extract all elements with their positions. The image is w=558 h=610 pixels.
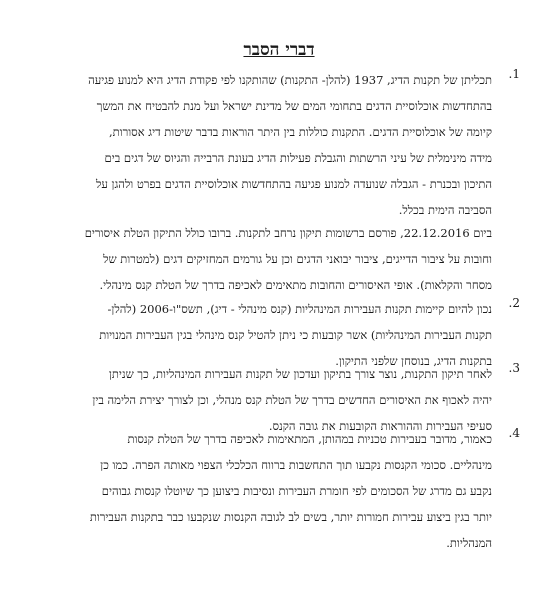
page-title: דברי הסבר — [243, 40, 315, 60]
section-text — [40, 220, 492, 298]
text-line: בהתחדשות אוכלוסיית הדגים בתחומי המים של מדינת ישראל ועל מנת להבטיח את המשך — [96, 99, 492, 113]
text-line: הסביבה הימית בכלל. — [398, 203, 492, 217]
text-line: קיומה של אוכלוסיית הדגים. התקנות כוללות בין היתר הוראות בדבר שיטות דיג אסורות, — [108, 125, 492, 139]
text-line: כאמור, מדובר בעבירות טכניות במהותן, המתאימות לאכיפה בדרך של הטלת קנסות — [127, 432, 492, 446]
text-line: התיכון ובכנרת - הגבלה שנועדה למנוע פגיעה בהתחדשות אוכלוסיית הדגים בפרט ולהגן על — [96, 177, 492, 191]
text-line: נקבע גם מדרג של הסכומים לפי חומרת העבירות ונסיבות ביצוען כך שיוטלו קנסות גבוהים — [101, 484, 492, 498]
text-line: ביום 22.12.2016, פורסם ברשומות תיקון נרחב לתקנות. ברובו כולל התיקון הטלת איסורים — [84, 226, 492, 240]
section-number: .2 — [508, 296, 520, 310]
text-line: לאחר תיקון התקנות, נוצר צורך בתיקון ועדכון של תקנות העבירות המינהליות, כך שניתן — [108, 367, 492, 381]
text-line: מסחר והקלאות). אופי האיסורים והחובות מתאימים לאכיפה בדרך של הטלת קנס מינהלי. — [99, 278, 492, 292]
text-line: תכליתן של תקנות הדיג, 1937 (להלן- התקנות) שהותקנו לפי פקודת הדיג היא למנוע פגיעה — [88, 73, 492, 87]
text-line: בתקנות הדיג, בנוסחן שלפני התיקון. — [335, 354, 492, 368]
text-line: תקנות העבירות המינהליות) אשר קובעות כי ניתן להטיל קנס מינהלי בגין העבירות המנויות — [99, 328, 492, 342]
section-number: .3 — [508, 361, 520, 375]
section-text — [40, 67, 492, 223]
text-line: יהיה לאכוף את האיסורים החדשים בדרך של הטלת קנס מנהלי, וכן לצורך יצירת הלימה בין — [92, 393, 492, 407]
section-number: .4 — [508, 426, 520, 440]
section-number: .1 — [508, 67, 520, 81]
text-line: המנהליות. — [446, 536, 492, 550]
text-line: וחובות על ציבור הדייגים, ציבור יבואני הדגים וכן על גורמים המחזיקים דגים (למטרות של — [103, 252, 492, 266]
section-text — [40, 426, 492, 556]
text-line: סעיפי העבירות וההוראות הקובעות את גובה הקנס. — [268, 419, 492, 433]
text-line: יותר בגין ביצוע עבירות חמורות יותר, בשים לב לגובה הקנסות שנקבעו כבר בתקנות העבירות — [89, 510, 492, 524]
text-line: נכון להיום קיימות תקנות העבירות המינהליות (קנס מינהלי - דיג), תשס"ו-2006 (להלן- — [107, 302, 492, 316]
text-line: מידה מינימלית של עיני הרשתות והגבלת פעילות הדיג בעונת הרבייה והגיוס של דגים בים — [104, 151, 492, 165]
text-line: מינהליים. סכומי הקנסות נקבעו תוך התחשבות ברווח הכלכלי הצפוי מאותה הפרה. כמו כן — [100, 458, 492, 472]
